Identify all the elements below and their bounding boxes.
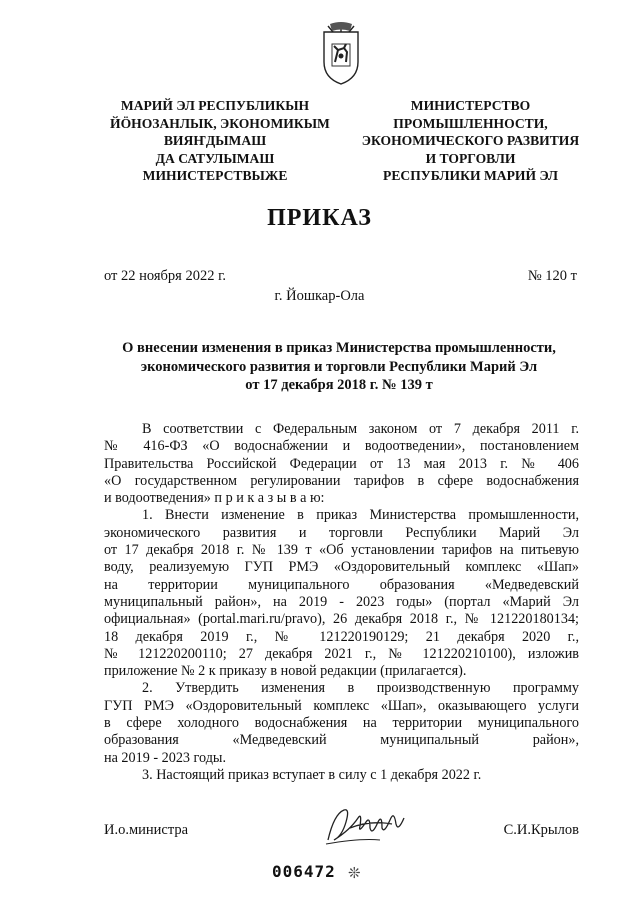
body-line: на территории муниципального образования «Медведевский	[104, 576, 579, 593]
body-line: воду, реализуемую ГУП РМЭ «Оздоровительный комплекс «Шап»	[104, 559, 579, 576]
body-line: 18 декабря 2019 г., № 121220190129; 21 декабря 2020 г.,	[104, 628, 579, 645]
org-left-line: МИНИСТЕРСТВЫЖЕ	[142, 168, 288, 184]
body-line: официальная» (portal.mari.ru/pravo), 26 декабря 2018 г., № 121220180134;	[104, 611, 579, 628]
title-line: О внесении изменения в приказ Министерства промышленности,	[122, 340, 556, 356]
org-left-line: ЙӦНОЗАНЛЫК, ЭКОНОМИКЫМ	[110, 115, 330, 131]
body-line: и водоотведения» п р и к а з ы в а ю:	[104, 490, 325, 507]
body-line: «О государственном регулировании тарифов в сфере водоснабжения	[104, 472, 579, 489]
document-place: г. Йошкар-Ола	[274, 288, 365, 304]
body-line: ГУП РМЭ «Оздоровительный комплекс «Шап», оказывающего услуги	[104, 697, 579, 714]
document-title	[100, 339, 578, 395]
org-right-line: ПРОМЫШЛЕННОСТИ,	[393, 115, 548, 131]
org-right-line: РЕСПУБЛИКИ МАРИЙ ЭЛ	[383, 168, 558, 184]
body-line: муниципальный район», на 2019 - 2023 годы» (портал «Марий Эл	[104, 593, 579, 610]
title-line: от 17 декабря 2018 г. № 139 т	[245, 377, 433, 394]
org-right-line: МИНИСТЕРСТВО	[410, 98, 531, 113]
coat-of-arms-icon	[320, 22, 362, 86]
org-right-line: ЭКОНОМИЧЕСКОГО РАЗВИТИЯ	[361, 133, 580, 149]
body-line: № 416-ФЗ «О водоснабжении и водоотведении», постановлением	[104, 438, 579, 455]
document-date: от 22 ноября 2022 г.	[104, 268, 227, 284]
org-left-line: ДА САТУЛЫМАШ	[155, 150, 275, 166]
serial-mark-icon: ❊	[348, 866, 361, 882]
body-line: 1. Внести изменение в приказ Министерства промышленности,	[142, 507, 579, 524]
document-type-heading: ПРИКАЗ	[267, 205, 372, 231]
title-line: экономического развития и торговли Республики Марий Эл	[140, 358, 538, 375]
org-left-line: МАРИЙ ЭЛ РЕСПУБЛИКЫН	[120, 98, 310, 113]
body-line: образования «Медведевский муниципальный район»,	[104, 732, 579, 749]
body-line: приложение № 2 к приказу в новой редакции (прилагается).	[104, 663, 467, 680]
serial-number: 006472	[272, 862, 336, 881]
document-body	[104, 421, 579, 784]
signatory-name: С.И.Крылов	[503, 822, 579, 838]
body-line: 2. Утвердить изменения в производственную программу	[142, 680, 579, 697]
body-line: экономического развития и торговли Республики Марий Эл	[104, 524, 579, 541]
org-name-mari	[110, 97, 330, 185]
document-number: № 120 т	[527, 268, 577, 284]
body-line: на 2019 - 2023 годы.	[104, 749, 226, 766]
body-line: В соответствии с Федеральным законом от 7 декабря 2011 г.	[142, 421, 579, 437]
body-line: от 17 декабря 2018 г. № 139 т «Об установлении тарифов на питьевую	[104, 542, 579, 559]
org-left-line: ВИЯҤДЫМАШ	[163, 133, 267, 149]
org-name-russian	[358, 97, 583, 185]
handwritten-signature-icon	[320, 800, 420, 850]
body-line: № 121220200110; 27 декабря 2021 г., № 121220210100), изложив	[104, 645, 579, 662]
body-line: в сфере холодного водоснабжения на территории муниципального	[104, 715, 579, 732]
org-right-line: И ТОРГОВЛИ	[425, 150, 516, 166]
body-line: 3. Настоящий приказ вступает в силу с 1 декабря 2022 г.	[142, 766, 482, 783]
body-line: Правительства Российской Федерации от 13 мая 2013 г. № 406	[104, 455, 579, 472]
signatory-position: И.о.министра	[104, 822, 189, 838]
